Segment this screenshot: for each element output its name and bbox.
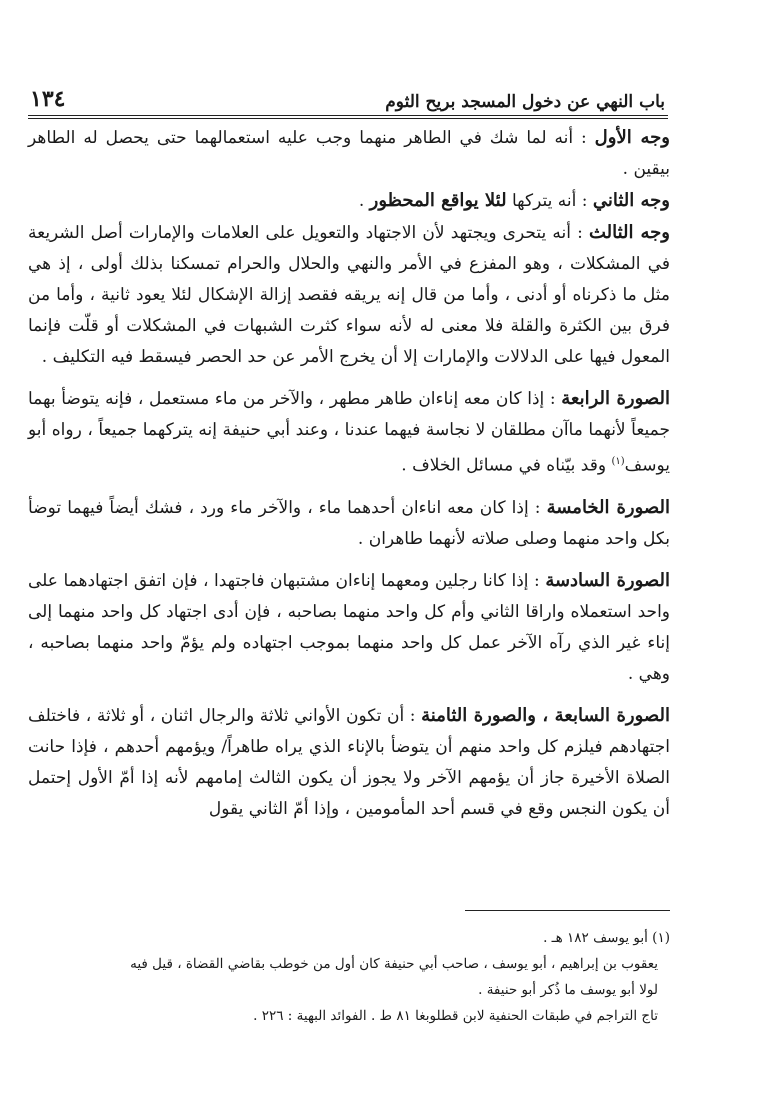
paragraph-tail: وقد بيّناه في مسائل الخلاف . [401,455,612,476]
paragraph-lead: الصورة الخامسة [546,496,671,518]
main-text [28,122,670,825]
paragraph-lead: الصورة السابعة ، والصورة الثامنة [421,704,670,726]
paragraph-text: : إذا كانا رجلين ومعهما إناءان مشتبهان فاجتهدا ، فإن اتفق اجتهادهما على واحد استعملاه واراقا الثاني وأم كل واحد منهما بصاحبه ، فإن أدى اجتهاد كل واحد منهما إلى إناء غير الذي رآه الآخر عمل كل واحد منهما بموجب اجتهاده ولم يؤمّ واحد منهما بصاحبه ، وهي . [28,570,670,684]
footnote-1-source: تاج التراجم في طبقات الحنفية لابن قطلوبغا ٨١ ط . الفوائد البهية : ٢٢٦ . [253,1008,658,1024]
header-rule-double [28,118,668,119]
footnote-marker: (١) [611,456,625,467]
header-rule [28,115,668,116]
paragraph-lead: وجه الأول [594,127,670,148]
paragraph-second-aspect [28,185,670,217]
paragraph-third-aspect [28,217,670,373]
paragraph-seventh-eighth-case [28,700,670,825]
paragraph-fourth-case [28,383,670,482]
paragraph-lead: وجه الثالث [588,222,670,243]
paragraph-text: : أنه يتركها [506,191,593,211]
paragraph-tail: . [358,191,370,211]
paragraph-text: : إذا كان معه إناءان طاهر مطهر ، والآخر من ماء مستعمل ، فإنه يتوضأ بهما جميعاً لأنهما ماآن مطلقان لا نجاسة فيهما عندنا ، وعند أبي حنيفة إنه يتركهما جميعاً ، رواه أبو يوسف [28,389,670,476]
footnote-rule [465,910,670,911]
running-title: باب النهي عن دخول المسجد بريح الثوم [385,92,665,112]
paragraph-lead: الصورة السادسة [545,569,671,591]
paragraph-lead: وجه الثاني [592,190,670,211]
running-header [30,82,665,112]
paragraph-text: : أن تكون الأواني ثلاثة والرجال اثنان ، أو ثلاثة ، فاختلف اجتهادهم فيلزم كل واحد منهم أن يتوضأ بالإناء الذي يراه طاهراً/ ويؤمهم أحدهم ، فإذا حانت الصلاة الأخيرة جاز أن يؤمهم الآخر ولا يجوز أن يكون الثالث إمامهم لأنه إذا أمّ الأول إحتمل أن يكون النجس وقع في قسم أحد المأمومين ، وإذا أمّ الثاني يقول [28,705,670,819]
footnote-1: (١) أبو يوسف ١٨٢ هـ . [543,930,670,946]
paragraph-fifth-case [28,492,670,555]
paragraph-text: : أنه يتحرى ويجتهد لأن الاجتهاد والتعويل على العلامات والإمارات أصل الشريعة في المشكلات ، وهو المفزع في الأمر والنهي والحلال والحرام تمسكنا بذلك أولى ، إذ هي مثل ما ذكرناه أو أدنى ، وأما من قال إنه يريقه فقصد إزالة الإشكال لئلا يعود ثانية ، وأما من فرق بين الكثرة والقلة فلا معنى له لأنه سواء كثرت الشبهات في المشكلات أو قلّت فإنما المعول فيها على الدلالات والإمارات إلا أن يخرج الأمر عن حد الحصر فيسقط فيه التكليف . [28,223,670,367]
page-number: ١٣٤ [30,86,66,112]
paragraph-sixth-case [28,565,670,690]
paragraph-text: : إذا كان معه اناءان أحدهما ماء ، والآخر ماء ورد ، فشك أيضاً فيهما توضأ بكل واحد منهما وصلى صلاته لأنهما طاهران . [28,497,670,549]
paragraph-text: : أنه لما شك في الطاهر منهما وجب عليه استعمالهما حتى يحصل له الطاهر بيقين . [28,128,670,179]
footnotes [120,925,670,1029]
paragraph-emphasis: لئلا يواقع المحظور [369,190,507,211]
paragraph-lead: الصورة الرابعة [561,388,671,409]
paragraph-first-aspect [28,122,670,185]
footnote-1-bio: يعقوب بن إبراهيم ، أبو يوسف ، صاحب أبي حنيفة كان أول من خوطب بقاضي القضاة ، قيل فيه لولا أبو يوسف ما ذُكر أبو حنيفة . [130,956,658,998]
